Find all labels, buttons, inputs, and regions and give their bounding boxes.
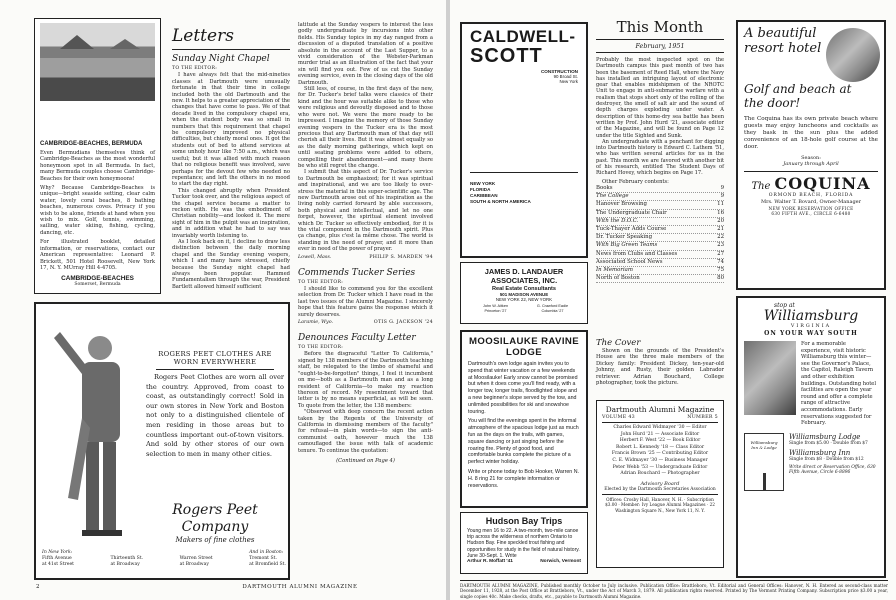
williamsburg-photo [744, 341, 796, 415]
coquina-script-2: Golf and beach at the door! [744, 82, 852, 110]
letter-body-g: I should like to commend you for the excellent selection from Dr. Tucker which I have read in the last two issues of the Alumni Magazine. I sincerely hope that this feature gains the response which it surely deserves. [298, 286, 433, 318]
this-month-body-2: An undergraduate with a penchant for digging into Dartmouth history is Edward C. Lathem '51, who has written several articles for us in the past. This month we are favored with another bit of his research, entitled The Student Days of Richard Hovey, which begins on Page 17. [596, 138, 724, 177]
hudson-signer: Arthur R. Moffatt '41 [467, 559, 513, 565]
contents-item-title: The College [596, 193, 629, 200]
contents-item-title: The Undergraduate Chair [596, 209, 667, 216]
divider [172, 49, 290, 50]
letter-body-e: Still less, of course, in the first days of the new, for Dr. Tucker's brief talks were classics of their kind and the hour was suitable alike to those who were religious and devoutly disposed and to those who were not. We were the more ready to be impressed. I imagine the memory of those Sunday evening vespers in the Tucker era is the most precious that any Dartmouth man of that day will cherish all their lives. But it was almost equally so as the daily morning gatherings, which kept on until seating problems were added to others, compelling their abandonment—and many there be who still regret the change. [298, 86, 433, 169]
letter-heading-denounces: Denounces Faculty Letter [298, 333, 416, 344]
bermuda-ad [34, 18, 161, 294]
coquina-nyo-2: 630 FIFTH AVE., CIRCLE 6-6480 [771, 211, 851, 216]
staff-line: Francis Brown '25 — Contributing Editor [611, 451, 709, 457]
contents-item [596, 210, 724, 218]
caldwell-name-1: CALDWELL- [470, 27, 576, 46]
advisory-board-body: Elected by the Dartmouth Secretaries Association [604, 486, 716, 492]
coquina-the: The [751, 181, 771, 192]
coquina-nyo-1: NEW YORK RESERVATION OFFICE [768, 206, 854, 211]
wb-inn: Williamsburg Inn [789, 448, 851, 457]
wb-contact: Write direct or Reservation Office, 630 Fifth Avenue, Circle 6-8896 [789, 464, 876, 476]
moosilauke-body-3: Write or phone today to Bob Hooker, Warren N. H. 8 ring 21 for complete information or reservations. [468, 468, 579, 489]
advisory-board-heading: Advisory Board [640, 480, 680, 487]
contents-item-title: News from Clubs and Classes [596, 250, 678, 257]
wb-name: Williamsburg [763, 308, 859, 324]
coquina-body: The Coquina has its own private beach where guests may enjoy luncheons and cocktails as they bask in the sun plus the added convenience of an 18-hole golf course at the door. [744, 116, 878, 150]
region-3: CARIBBEAN [470, 193, 498, 198]
divider [602, 422, 718, 423]
staff-line: Robert L. Kennedy '18 — Class Editor [615, 444, 705, 450]
bermuda-location: Somerset, Bermuda [74, 282, 121, 288]
divider [596, 52, 724, 53]
store-1: In New York: Fifth Avenue at 41st Street [42, 550, 75, 567]
contents-item [596, 251, 724, 259]
contents-item-title: In Memoriam [596, 267, 634, 274]
letter-heading-chapel: Sunday Night Chapel [172, 54, 270, 64]
letters-title: Letters [172, 26, 234, 46]
cover-body: Shown on the grounds of the President's House are the three male members of the Dickey family: President Dickey, ten-year-old Johnny, and Rusty, their golden Labrador retriever. Adrian Bouchard, College photographer, took the picture. [596, 348, 724, 387]
letter-body-b: This changed abruptly when President Tucker took over, and the religious aspect of the chapel service became a matter to reckon with. He was the embodiment of Christian nobility—and looked it. The mere sight of him in the pulpit was an inspiration, and in addition what he had to say was invariably worth listening to. [172, 187, 290, 239]
cover-section [596, 338, 724, 387]
letter-heading-commends: Commends Tucker Series [298, 267, 416, 278]
moosilauke-body-1: Dartmouth's own lodge again invites you to spend that winter vacation or a few weekends at Moosilauke! Early snow cannot be promised but when it does come you'll find ready, with a longer tow, longer trails, floodlighted slope and a new beginner's slope served by the tow, and unlimited possibilities for ski and snowshoe touring. [468, 361, 578, 415]
coquina-season-label: Season: [801, 155, 821, 161]
contents-item [596, 193, 724, 201]
beach-photo [40, 23, 155, 101]
rogers-logo [146, 502, 284, 542]
contents-item-page: 80 [717, 275, 724, 282]
contents-item-page: 20 [717, 217, 724, 224]
contents-item-page: 75 [717, 267, 724, 274]
contents-item-title: Hanover Browsing [596, 201, 647, 208]
person-1: John W. Aitken Princeton '27 [482, 304, 509, 313]
wb-state: VIRGINIA [790, 324, 832, 329]
right-page [450, 0, 896, 600]
rogers-headline: ROGERS PEET CLOTHES ARE WORN EVERYWHERE [158, 350, 272, 366]
staff-line: Adrian Bouchard — Photographer [620, 471, 700, 477]
letter-body-a: I have always felt that the mid-nineties classes at Dartmouth were unusually fortunate in that their time in college included both the old Dartmouth and the new. It helps to a greater appreciation of the changes that have come to pass. We of that decade lived in the compulsory chapel era, when the student body was so small in numbers that this requirement that chapel be compulsory improved no physical difficulties, but chiefly moral ones. It got the students out of bed to attend services at some unholy hour like 7:50 a.m., which was useful; but it was allied with much reason that no religious benefit was involved, save perhaps for the devout few who needed no repentance; and left the others in no mood to start the day right. [172, 72, 290, 188]
masthead-office: Offices: Crosby Hall, Hanover, N. H. · Subscription $3.00 · Member: Ivy League Alumni Magazines · 22 Washington Square N., New York 11, N. Y. [605, 496, 715, 513]
contents-item-page: 11 [717, 201, 724, 208]
bermuda-body-1: Even Bermudians themselves think of Cambridge-Beaches as the most wonderful honeymoon spot in all Bermuda. In fact, many Bermuda couples choose Cambridge-Beaches for their own honeymoons! [40, 150, 155, 182]
contents-item-title: With Big Green Teams [596, 242, 658, 249]
wb-lodge-rates: Single from $5.00 · Double from $7 [789, 440, 868, 446]
wb-body: For a memorable experience, visit historic Williamsburg this winter—see the Governor's Palace, the Capitol, Raleigh Tavern and other exhibition buildings. Outstanding hotel facilities are open the year round and offer a complete range of attractive accommodations. Early reservations suggested for February. [801, 341, 877, 427]
left-page [0, 0, 446, 600]
to-editor-2: TO THE EDITOR: [298, 279, 344, 285]
contents-item [596, 267, 724, 275]
staff-line: C. E. Widmayer '30 — Business Manager [612, 457, 708, 463]
contents-item-title: Tuck-Thayer Adds Course [596, 226, 667, 233]
page-folio: 2 [36, 584, 40, 590]
man-illustration [42, 318, 137, 543]
rogers-peet-ad [34, 302, 290, 580]
region-1: NEW YORK [470, 181, 496, 186]
bermuda-headline: CAMBRIDGE-BEACHES, BERMUDA [40, 141, 143, 147]
signature-name-1: PHILIP S. MARDEN '94 [369, 254, 433, 260]
palm-photo [826, 28, 880, 82]
to-editor: TO THE EDITOR: [172, 66, 218, 71]
signature-place-1: Lowell, Mass. [298, 254, 332, 260]
wb-lodge: Williamsburg Lodge [789, 432, 861, 441]
contents-item [596, 242, 724, 250]
inn-sign [744, 433, 784, 491]
coquina-script-1: A beautiful resort hotel [744, 26, 822, 56]
staff-line: Charles Edward Widmayer '30 — Editor [613, 425, 707, 430]
hudson-place: Norwich, Vermont [540, 559, 581, 565]
wb-inn-rates: Single from $8 · Double from $12 [789, 456, 864, 462]
landauer-address-1: 501 MADISON AVENUE [499, 292, 549, 297]
contents-item [596, 185, 724, 193]
letter-body-c: As I look back on it, I decline to draw less distinction between the daily morning chapel and the Sunday evening vespers, which I and many have stressed, chiefly because the Sunday night chapel had always been popular. Rammed Fundamentalism through the war, President Bartlett allowed himself sufficient [172, 238, 290, 290]
coquina-name: COQUINA [774, 174, 871, 193]
staff-line: Peter Webb '53 — Undergraduate Editor [612, 464, 708, 470]
coquina-season: January through April [783, 161, 839, 167]
moosilauke-headline: MOOSILAUKE RAVINE LODGE [468, 336, 580, 358]
landauer-name: JAMES D. LANDAUER ASSOCIATES, INC. [484, 267, 564, 285]
letters-col-2 [298, 22, 433, 582]
contents-item-page: 74 [717, 258, 724, 265]
masthead-title: Dartmouth Alumni Magazine [605, 405, 715, 414]
continued-note: (Continued on Page 4) [336, 457, 395, 464]
contents-item [596, 259, 724, 267]
region-2: FLORIDA [470, 187, 491, 192]
contents-item [596, 226, 724, 234]
rogers-tagline: Makers of fine clothes [175, 536, 255, 544]
caldwell-address-2: New York [559, 79, 578, 84]
hudson-bay-ad [460, 512, 588, 574]
bermuda-body-2: Why? Because Cambridge-Beaches is unique—bright seaside setting, clear calm water, lovely coral beaches, 8 bathing beaches, numerous coves. Privacy if you wish to be alone, friends at hand when you wish to mix. Golf, tennis, swimming, sailing, water skiing, fishing, cycling, dancing, etc. [40, 185, 155, 236]
region-4: SOUTH & NORTH AMERICA [470, 199, 531, 204]
contents-item-title: North of Boston [596, 275, 640, 282]
contents-item-title: Dr. Tucker Speaking [596, 234, 653, 241]
divider [156, 369, 274, 370]
other-contents-label: Other February contents: [602, 178, 669, 185]
this-month-body-1: Probably the most inspected spot on the Dartmouth campus this past month of two has been the basement of Reed Hall, where the Navy has installed an intriguing layout of electronic gear that enables midshipmen of the NROTC Unit to engage in anti-submarine warfare with a realism that stops short only of the rolling of the destroyer, the smell of salt air and the sound of depth charges exploding under water. A description of this home-dry sea battle has been written by Prof. John Hurd '21, associate editor of the Magazine, and will be found on Page 12 under the title Sighted and Sunk. [596, 57, 724, 139]
wb-stop: stop at [774, 302, 795, 309]
contents-item-page: 27 [717, 250, 724, 257]
hudson-headline: Hudson Bay Trips [485, 516, 563, 526]
coquina-ad [736, 20, 886, 290]
contents-item-page: 21 [717, 226, 724, 233]
store-2: Thirteenth St. at Broadway [110, 555, 144, 567]
contents-item [596, 201, 724, 209]
masthead [596, 400, 724, 568]
contents-item [596, 218, 724, 226]
rogers-body: Rogers Peet Clothes are worn all over the country. Approved, from coast to coast, as outstandingly correct! Sold in our own stores in New York and Boston not only to a distinguished clientele of men residing in those areas but to countless important out-of-town visitors. And sold by other stores of our own selection to men in many other cities. [146, 373, 284, 458]
letter-body-i: "Observed with deep concern the recent action taken by the Regents of the University of California in dismissing members of the faculty" for refusal—in plain words—to sign the anti-communist oath, however much the 138 camouflaged the issue with talk of academic tenure. To continue the quotation: [298, 409, 433, 454]
caldwell-sub: CONSTRUCTION [540, 69, 578, 74]
hudson-body: Young men 16 to 22. A two-month, two-mile canoe trip across the wilderness of northern Ontario to Hudson Bay. Fine speckled trout fishing and opportunities for study in the field of natural history. June 30-Sept. 1. Write [467, 528, 580, 559]
letter-body-h: Before the disgraceful "Letter To California," signed by 138 members of the Dartmouth teaching staff, be relegated to the limbo of shameful and "ought-to-be-forgotten" things, I feel it incumbent on me—both as a Dartmouth man and as a long resident of California—to make my reaction thereon of record. My resentment toward that letter is by no means superficial, as will be seen. To quote from the letter, the 138 members: [298, 351, 433, 409]
wb-route: ON YOUR WAY SOUTH [764, 330, 858, 337]
divider [602, 494, 718, 495]
letter-body-d: latitude at the Sunday vespers to interest the less godly undergraduate by incursions into other fields. His Sunday topics in my day ranged from a discussion of a disputed translation of a positive absolute in the account of the Last Supper, to a vivid consideration of the Webster-Parkman murder trial as an illustration of the fact that your sin will find you out. Few of us cut the Sunday evening service, even in the closing days of the old Dartmouth. [298, 22, 433, 86]
cover-heading: The Cover [596, 338, 641, 348]
williamsburg-ad [736, 296, 886, 578]
moosilauke-ad [460, 330, 588, 508]
contents-item-page: 16 [717, 209, 724, 216]
this-month-section [596, 18, 724, 358]
caldwell-name-2: SCOTT [470, 45, 543, 67]
staff-line: Herbert F. West '22 — Book Editor [619, 438, 701, 444]
bermuda-signature: CAMBRIDGE-BEACHES [61, 275, 134, 283]
contents-item-page: 9 [720, 193, 724, 200]
man-figure-icon [42, 318, 137, 543]
contents-item-title: With the D.O.C. [596, 217, 639, 224]
signature-name-2: OTIS G. JACKSON '24 [373, 320, 433, 326]
signature-place-2: Laramie, Wyo. [298, 320, 334, 326]
contents-item-page: 22 [717, 234, 724, 241]
wb-sign-text: Williamsburg Inn & Lodge [750, 439, 778, 450]
rogers-logo-text: Rogers Peet Company [172, 502, 258, 535]
store-3: Warren Street at Broadway [179, 555, 213, 567]
staff-line: John Hurd '21 — Associate Editor [620, 431, 700, 437]
masthead-number: NUMBER 5 [687, 415, 718, 420]
this-month-title: This Month [616, 18, 704, 36]
landauer-ad [460, 262, 588, 324]
running-foot: DARTMOUTH ALUMNI MAGAZINE [242, 584, 358, 590]
store-4: And in Boston: Tremont St. at Bromfield St. [249, 550, 286, 567]
coquina-manager: Mrs. Walter T. Bovard, Owner-Manager [760, 199, 861, 205]
landauer-address-2: NEW YORK 22, NEW YORK [495, 297, 553, 302]
landauer-people [467, 304, 581, 313]
rogers-stores [42, 550, 286, 576]
coquina-place: ORMOND BEACH, FLORIDA [768, 193, 854, 198]
landauer-tagline: Real Estate Consultants [491, 286, 557, 292]
publication-footer: DARTMOUTH ALUMNI MAGAZINE, Published monthly October to July inclusive. Publication Office: Brattleboro, Vt. Editorial and General Offices: Hanover, N. H. Entered as second-class matter December 11, 1928, at the Post Office at Brattleboro, Vt., under the Act of March 3, 1879. All publication rights reserved. Printed by The Vermont Printing Company. Subscription price $3.00 a year, single copies 40c. Make checks, drafts, etc., payable to Dartmouth Alumni Magazine. [460, 580, 888, 598]
contents-item-title: Books [596, 185, 613, 192]
contents-item-title: Associated School News [596, 258, 663, 265]
letter-body-f: I submit that this aspect of Dr. Tucker's service to Dartmouth be emphasized; for it was spiritual and inspirational, and we are too likely to over-stress the material in this super-scientific age. The new Dartmouth arose out of his inspiration as the living nobly carried forward by able successors, both physical and intellectual, and let no one forget, however, the spiritual element involved which Dr. Tucker so effectively embodied, for it is the vital component in the Dartmouth spirit. Plus ça change, plus c'est la même chose. The world is standing in the need of prayer, and it more than ever in need of the power of prayer. [298, 169, 433, 253]
contents-item-page: 9 [720, 185, 724, 192]
rogers-copy [146, 350, 284, 500]
contents-list [596, 185, 724, 283]
letters-col-1 [172, 26, 290, 298]
caldwell-address-1: 90 Broad St. [553, 74, 578, 79]
moosilauke-body-2: You will find the evenings spent in the informal atmosphere of the spacious lodge just as much fun as the days on the trails, with games, square dancing or just singing before the roaring fire. Plenty of good food, and comfortable bunks complete the picture of a perfect winter holiday. [468, 418, 579, 466]
to-editor-3: TO THE EDITOR: [298, 345, 344, 351]
divider [744, 171, 878, 172]
bermuda-body-3: For illustrated booklet, detailed information, or reservations, contact our American representative: Leonard P. Brickett, 501 Hotel Roosevelt, New York 17, N. Y. MUrray Hill 4-4705. [40, 239, 155, 271]
caldwell-regions [470, 172, 578, 250]
divider [596, 39, 724, 40]
masthead-staff [602, 425, 718, 478]
person-2: G. Crawford Eadie Columbia '27 [536, 304, 569, 313]
contents-item [596, 275, 724, 283]
this-month-date: February, 1951 [635, 42, 685, 50]
caldwell-scott-ad [460, 22, 588, 258]
contents-item-page: 23 [717, 242, 724, 249]
masthead-volume: VOLUME 43 [602, 415, 636, 420]
contents-item [596, 234, 724, 242]
